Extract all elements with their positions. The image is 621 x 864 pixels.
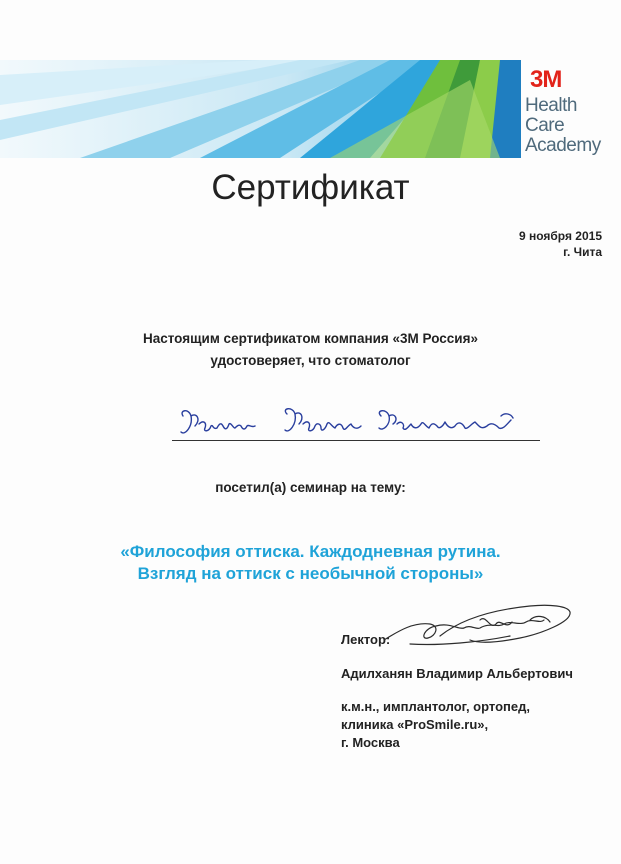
seminar-topic — [0, 541, 621, 585]
health-care-academy-logo — [525, 96, 621, 156]
lecturer-signature — [380, 600, 585, 652]
lecturer-details — [341, 698, 530, 752]
decorative-banner — [0, 60, 521, 158]
lecturer-name: Адилханян Владимир Альбертович — [341, 666, 573, 681]
academy-line: Care — [525, 115, 565, 136]
academy-line: Academy — [525, 135, 601, 156]
academy-line: Health — [525, 95, 577, 116]
topic-line: «Философия оттиска. Каждодневная рутина. — [120, 542, 501, 561]
date-block — [519, 228, 602, 260]
intro-line: Настоящим сертификатом компания «3М Россия» — [142, 331, 478, 346]
certificate-city: г. Чита — [563, 245, 602, 259]
3m-logo: 3M — [530, 66, 562, 93]
attended-text: посетил(а) семинар на тему: — [215, 480, 406, 495]
lecturer-detail-line: клиника «ProSmile.ru», — [341, 717, 489, 732]
recipient-name-line — [172, 440, 540, 441]
recipient-handwritten-name — [175, 402, 535, 444]
topic-line: Взгляд на оттиск с необычной стороны» — [137, 564, 484, 583]
certificate-title: Сертификат — [211, 168, 410, 207]
lecturer-detail-line: г. Москва — [341, 735, 400, 750]
lecturer-label: Лектор: — [341, 632, 391, 647]
intro-text — [0, 328, 621, 372]
certificate-date: 9 ноября 2015 — [518, 229, 602, 243]
intro-line: удостоверяет, что стоматолог — [210, 353, 411, 368]
lecturer-detail-line: к.м.н., имплантолог, ортопед, — [341, 699, 530, 714]
